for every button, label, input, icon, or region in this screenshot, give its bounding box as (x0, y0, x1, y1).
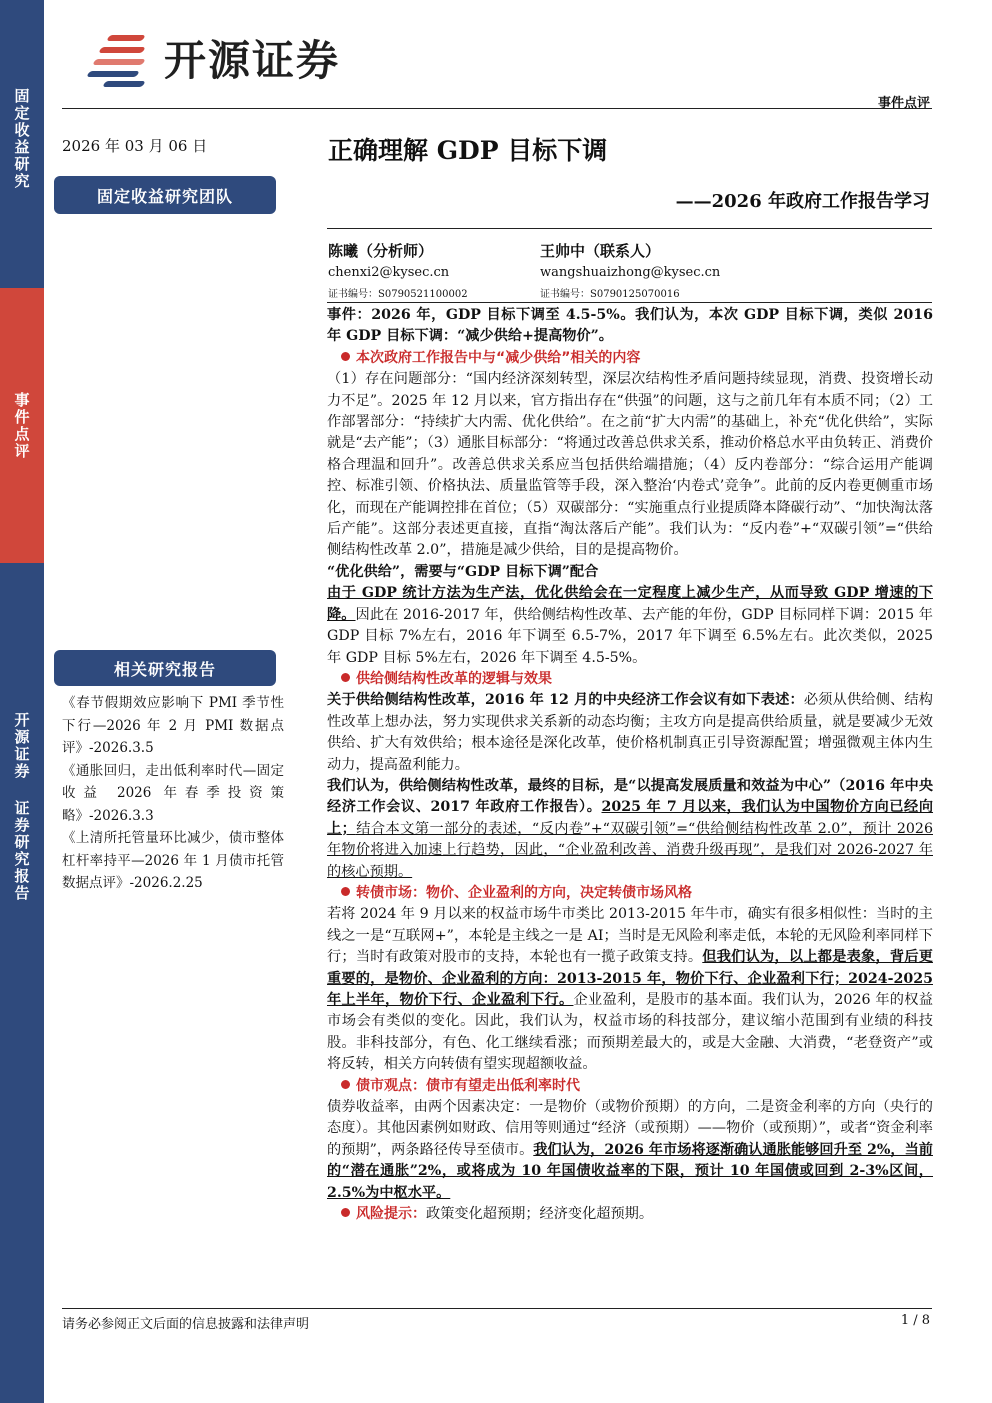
page-title: 正确理解 GDP 目标下调 (328, 136, 608, 165)
page-number: 1 / 8 (900, 1313, 930, 1328)
analyst-cert: 证书编号：S0790521100002 (328, 289, 468, 300)
bullet-icon (341, 673, 350, 682)
related-reports-heading: 相关研究报告 (54, 650, 276, 686)
section-heading: 本次政府工作报告中与“减少供给”相关的内容 (327, 348, 933, 369)
analyst-divider (327, 302, 932, 303)
analyst-email[interactable]: wangshuaizhong@kysec.cn (540, 265, 721, 280)
related-reports-list (62, 692, 284, 895)
analyst-cert: 证书编号：S0790125070016 (540, 289, 680, 300)
analyst-name: 王帅中（联系人） (540, 242, 661, 260)
analyst-email[interactable]: chenxi2@kysec.cn (328, 265, 450, 280)
analyst-card (328, 240, 468, 306)
page-subtitle: ——2026 年政府工作报告学习 (675, 191, 930, 212)
section-heading: 供给侧结构性改革的逻辑与效果 (327, 669, 933, 690)
event-paragraph: 事件：2026 年，GDP 目标下调至 4.5-5%。我们认为，本次 GDP 目标下调，类似 2016 年 GDP 目标下调：“减少供给+提高物价”。 (327, 307, 933, 345)
footer-disclaimer: 请务必参阅正文后面的信息披露和法律声明 (62, 1317, 310, 1332)
risk-warning: 风险提示：政策变化超预期；经济变化超预期。 (327, 1204, 933, 1225)
main-body (327, 305, 933, 1225)
related-report-link[interactable]: 《上清所托管量环比减少，债市整体杠杆率持平—2026 年 1 月债市托管数据点评》-2026.2.25 (62, 830, 284, 891)
title-divider (327, 228, 932, 229)
strip-brand: 开源证券 证券研究报告 (12, 712, 31, 902)
report-date: 2026 年 03 月 06 日 (62, 137, 208, 155)
section-heading: 债市观点：债市有望走出低利率时代 (327, 1076, 933, 1097)
paragraph: 关于供给侧结构性改革，2016 年 12 月的中央经济工作会议有如下表述：必须从供给侧、结构性改革上想办法，努力实现供求关系新的动态均衡；主攻方向是提高供给质量，就是要减少无效供给、扩大有效供给；根本途径是深化改革，使价格机制真正引导资源配置；增强微观主体内生动力，提高盈利能力。 (327, 692, 933, 773)
logo-mark-icon (86, 29, 156, 87)
footer-divider (62, 1308, 932, 1309)
strip-type: 事件点评 (0, 288, 44, 563)
strip-category: 固定收益研究 (12, 88, 31, 190)
bullet-icon (341, 1208, 350, 1217)
paragraph: （1）存在问题部分：“国内经济深刻转型，深层次结构性矛盾问题持续显现，消费、投资增长动力不足”。2025 年 12 月以来，官方指出存在“供强”的问题，这与之前几年有本质不同；（2）工作部署部分：“持续扩大内需、优化供给”。在之前“扩大内需”的基础上，补充“优化供给”，实际就是“去产能”；（3）通胀目标部分：“将通过改善总供求关系，推动价格总水平由负转正、消费价格合理温和回升”。改善总供求关系应当包括供给端措施；（4）反内卷部分：“综合运用产能调控、标准引领、价格执法、质量监管等手段，深入整治‘内卷式’竞争”。此前的反内卷更侧重市场化，而现在产能调控排在首位；（5）双碳部分：“实施重点行业提质降本降碳行动”、“加快淘汰落后产能”。这部分表述更直接，直指“淘汰落后产能”。我们认为：“反内卷”+“双碳引领”=“供给侧结构性改革 2.0”，措施是减少供给，目的是提高物价。 (327, 371, 933, 559)
analyst-card (540, 240, 720, 306)
related-report-link[interactable]: 《通胀回归，走出低利率时代—固定收益 2026 年春季投资策略》-2026.3.3 (62, 762, 284, 824)
paragraph: “优化供给”，需要与“GDP 目标下调”配合 由于 GDP 统计方法为生产法，优化供给会在一定程度上减少生产，从而导致 GDP 增速的下降。因此在 2016-2017 年，供给侧结构性改革、去产能的年份，GDP 目标同样下调：2015 年 GDP 目标 7%左右，2016 年下调至 6.5-7%，2017 年下调至 6.5%左右。此次类似，2025 年 GDP 目标 5%左右，2026 年下调至 4.5-5%。 (327, 563, 933, 666)
bullet-icon (341, 352, 350, 361)
team-badge: 固定收益研究团队 (54, 176, 276, 214)
logo (86, 28, 340, 88)
analyst-name: 陈曦（分析师） (328, 242, 434, 260)
logo-text: 开源证券 (164, 36, 341, 85)
side-strip (0, 0, 44, 1403)
section-heading: 转债市场：物价、企业盈利的方向，决定转债市场风格 (327, 883, 933, 904)
header-divider (62, 108, 932, 109)
bullet-icon (341, 1080, 350, 1089)
report-type-tag: 事件点评 (877, 96, 930, 111)
paragraph: 若将 2024 年 9 月以来的权益市场牛市类比 2013-2015 年牛市，确实有很多相似性：当时的主线之一是“互联网+”，本轮是主线之一是 AI；当时是无风险利率走低，本轮的无风险利率同样下行；当时有政策对股市的支持，本轮也有一揽子政策支持。但我们认为，以上都是表象，背后更重要的，是物价、企业盈利的方向：2013-2015 年，物价下行、企业盈利下行；2024-2025 年上半年，物价下行、企业盈利下行。企业盈利，是股市的基本面。我们认为，2026 年的权益市场会有类似的变化。因此，我们认为，权益市场的科技部分，建议缩小范围到有业绩的科技股。非科技部分，有色、化工继续看涨；而预期差最大的，或是大金融、大消费，“老登资产”或将反转，相关方向转债有望实现超额收益。 (327, 906, 933, 1073)
paragraph: 债券收益率，由两个因素决定：一是物价（或物价预期）的方向，二是资金利率的方向（央行的态度）。其他因素例如财政、信用等则通过“经济（或预期）——物价（或预期）”，或者“资金利率的预期”，两条路径传导至债市。我们认为，2026 年市场将逐渐确认通胀能够回升至 2%，当前的“潜在通胀”2%，或将成为 10 年国债收益率的下限，预计 10 年国债或回到 2-3%区间，2.5%为中枢水平。 (327, 1099, 933, 1201)
paragraph: 我们认为，供给侧结构性改革，最终的目标，是“以提高发展质量和效益为中心”（2016 年中央经济工作会议、2017 年政府工作报告）。2025 年 7 月以来，我们认为中国物价方向已经向上；结合本文第一部分的表述，“反内卷”+“双碳引领”=“供给侧结构性改革 2.0”，预计 2026 年物价将进入加速上行趋势，因此，“企业盈利改善、消费升级再现”，是我们对 2026-2027 年的核心预期。 (327, 777, 934, 880)
bullet-icon (341, 887, 350, 896)
related-report-link[interactable]: 《春节假期效应影响下 PMI 季节性下行—2026 年 2 月 PMI 数据点评》-2026.3.5 (62, 695, 284, 756)
